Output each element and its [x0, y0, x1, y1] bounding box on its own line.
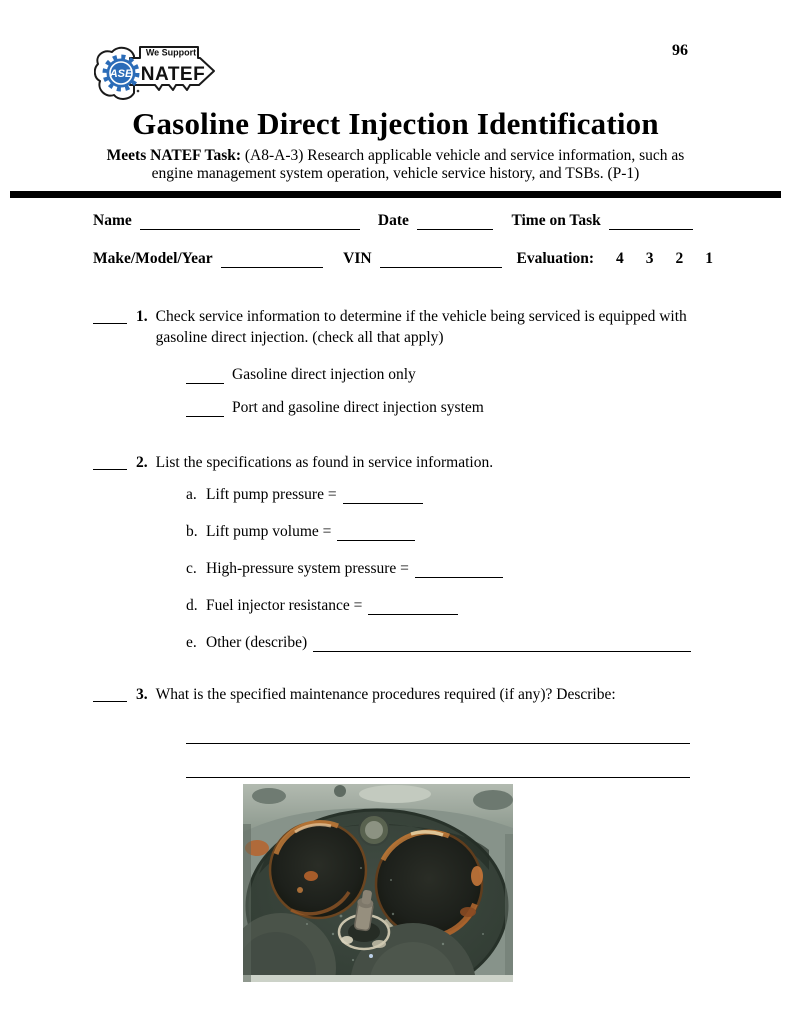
question-2-number: 2. [136, 454, 148, 471]
question-1-text-line2: gasoline direct injection. (check all that apply) [155, 329, 444, 346]
spec-a-label: Lift pump pressure = [206, 486, 337, 503]
answer-line-1 [186, 743, 690, 744]
name-label: Name [93, 212, 132, 229]
meets-task-line1 [0, 147, 791, 165]
registered-mark-dot [137, 90, 140, 93]
spec-b-label: Lift pump volume = [206, 523, 332, 540]
vehicle-info-row [93, 250, 713, 268]
vin-blank-field [380, 251, 503, 268]
eval-score-1: 1 [705, 250, 713, 267]
make-model-year-blank-field [221, 251, 323, 268]
time-on-task-label: Time on Task [511, 212, 601, 229]
evaluation-label: Evaluation: [516, 250, 594, 267]
spec-c-letter: c. [186, 560, 197, 577]
natef-logo [94, 40, 216, 104]
spec-item-e [186, 634, 691, 652]
question-1-option-2 [186, 399, 484, 417]
question-3 [93, 684, 696, 705]
eval-score-4: 4 [616, 250, 624, 267]
logo-org-text: NATEF [140, 64, 206, 85]
ase-badge-text: ASE [109, 68, 133, 80]
meets-task-line2: engine management system operation, vehicle service history, and TSBs. (P-1) [151, 165, 640, 182]
spec-e-letter: e. [186, 634, 197, 651]
spec-d-letter: d. [186, 597, 198, 614]
make-model-year-label: Make/Model/Year [93, 250, 213, 267]
option-1-check-blank [186, 367, 224, 384]
option-1-label: Gasoline direct injection only [232, 366, 416, 383]
meets-task-label: Meets NATEF Task: [106, 147, 242, 164]
spec-item-b [186, 523, 415, 541]
spec-a-blank-field [343, 487, 423, 504]
spec-e-label: Other (describe) [206, 634, 308, 651]
natef-key-logo-graphic [94, 40, 216, 104]
question-1-option-1 [186, 366, 416, 384]
question-1 [93, 306, 696, 348]
cylinder-head-photo-graphic [243, 784, 513, 982]
question-1-number: 1. [136, 308, 148, 325]
vin-label: VIN [343, 250, 372, 267]
spec-d-label: Fuel injector resistance = [206, 597, 363, 614]
option-2-check-blank [186, 400, 224, 417]
page-title: Gasoline Direct Injection Identification [132, 106, 659, 141]
spec-b-blank-field [337, 524, 415, 541]
meets-task-text1: (A8-A-3) Research applicable vehicle and service information, such as [244, 147, 685, 164]
question-2-grade-blank [93, 452, 127, 470]
header-divider-bar [10, 191, 781, 198]
name-date-row [93, 212, 693, 230]
time-on-task-blank-field [609, 213, 693, 230]
spec-e-blank-field [313, 635, 691, 652]
spec-item-c [186, 560, 503, 578]
page-number: 96 [672, 42, 688, 59]
question-2 [93, 452, 696, 473]
question-3-grade-blank [93, 684, 127, 702]
spec-b-letter: b. [186, 523, 198, 540]
date-label: Date [377, 212, 409, 229]
question-2-text: List the specifications as found in service information. [155, 454, 494, 471]
spec-c-blank-field [415, 561, 503, 578]
spec-d-blank-field [368, 598, 458, 615]
spec-item-d [186, 597, 458, 615]
combustion-chamber-photo [243, 784, 513, 982]
answer-line-2 [186, 777, 690, 778]
question-1-text-line1: Check service information to determine if the vehicle being serviced is equipped with [155, 308, 687, 325]
eval-score-2: 2 [675, 250, 684, 267]
question-3-number: 3. [136, 686, 148, 703]
option-2-label: Port and gasoline direct injection system [232, 399, 484, 416]
spec-c-label: High-pressure system pressure = [206, 560, 409, 577]
spec-item-a [186, 486, 423, 504]
logo-support-text: We Support [145, 47, 197, 58]
date-blank-field [417, 213, 494, 230]
eval-score-3: 3 [645, 250, 654, 267]
name-blank-field [140, 213, 360, 230]
spec-a-letter: a. [186, 486, 197, 503]
question-1-text [156, 306, 696, 348]
question-3-text: What is the specified maintenance procedures required (if any)? Describe: [155, 686, 616, 703]
question-1-grade-blank [93, 306, 127, 324]
